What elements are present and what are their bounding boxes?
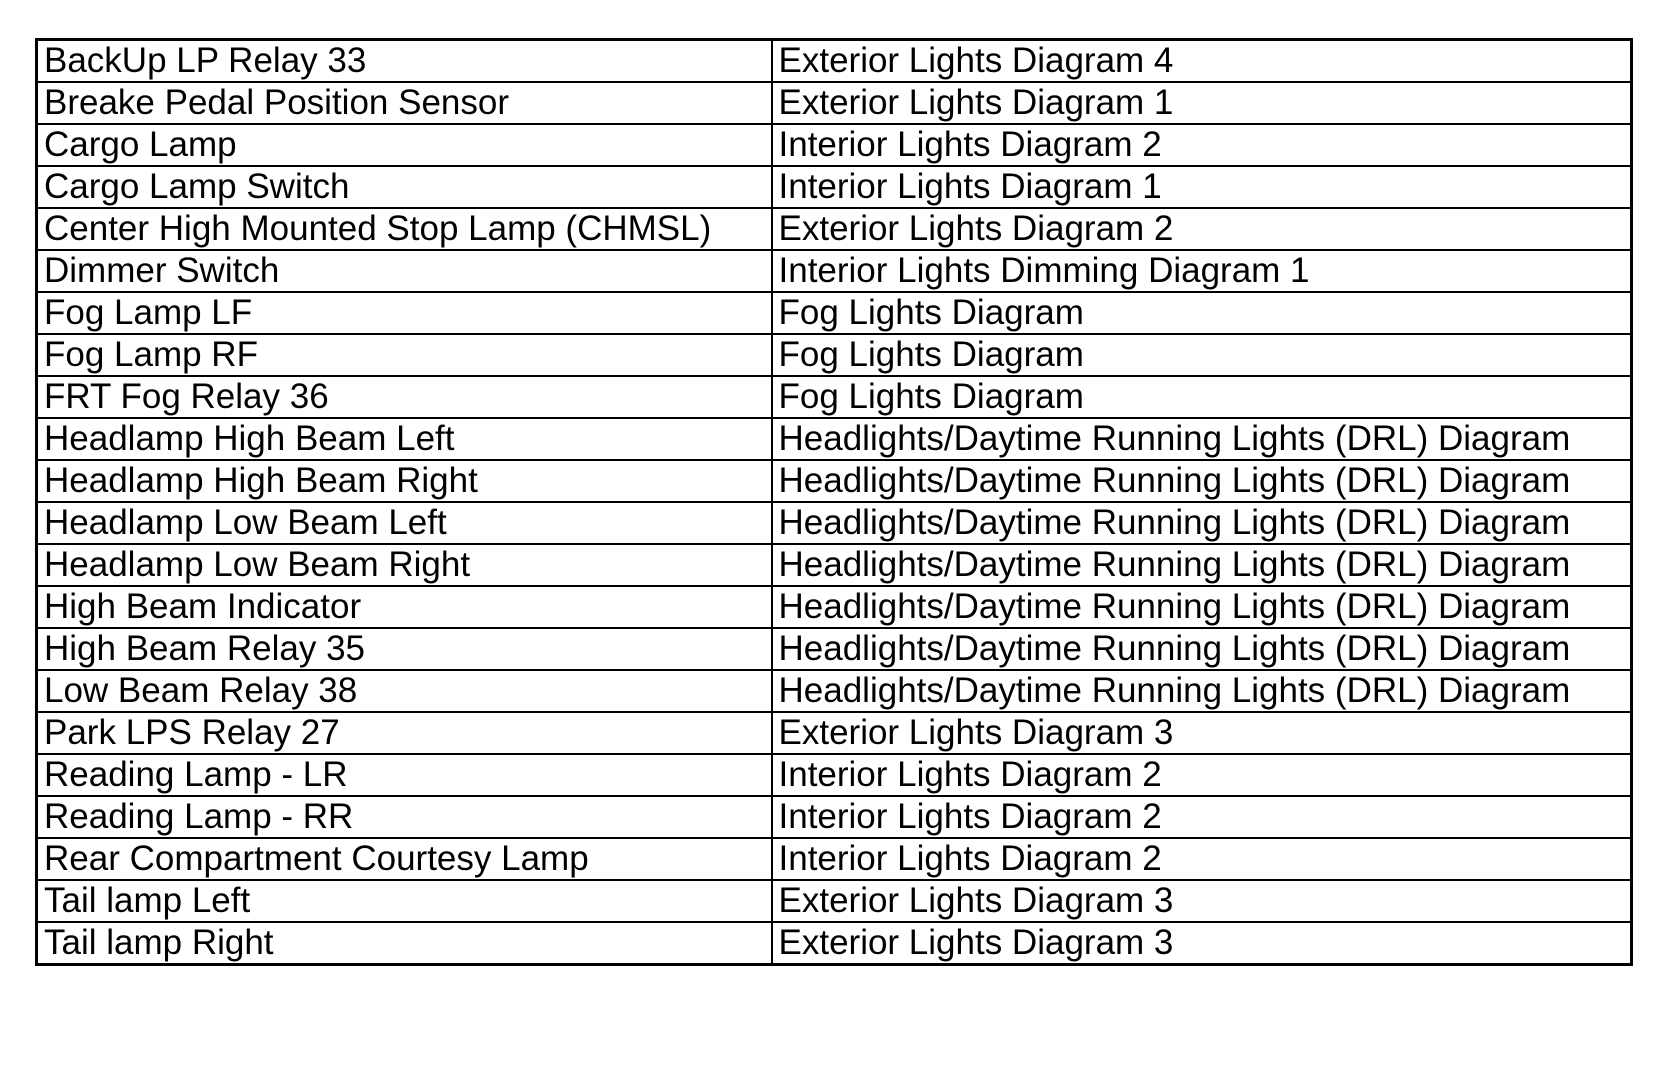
table-row xyxy=(37,418,1632,460)
component-cell: Fog Lamp LF xyxy=(37,292,772,334)
table-row xyxy=(37,922,1632,965)
diagram-cell: Headlights/Daytime Running Lights (DRL) Diagram xyxy=(772,628,1632,670)
component-cell: Headlamp High Beam Left xyxy=(37,418,772,460)
table-row xyxy=(37,712,1632,754)
table-row xyxy=(37,544,1632,586)
component-cell: High Beam Indicator xyxy=(37,586,772,628)
diagram-cell: Exterior Lights Diagram 3 xyxy=(772,880,1632,922)
table-row xyxy=(37,628,1632,670)
table-row xyxy=(37,250,1632,292)
component-cell: Cargo Lamp Switch xyxy=(37,166,772,208)
diagram-cell: Headlights/Daytime Running Lights (DRL) Diagram xyxy=(772,586,1632,628)
component-locator-table xyxy=(35,38,1633,966)
table-row xyxy=(37,40,1632,83)
table-row xyxy=(37,838,1632,880)
table-row xyxy=(37,880,1632,922)
table-row xyxy=(37,124,1632,166)
diagram-cell: Exterior Lights Diagram 4 xyxy=(772,40,1632,83)
table-row xyxy=(37,670,1632,712)
table-row xyxy=(37,166,1632,208)
component-cell: Center High Mounted Stop Lamp (CHMSL) xyxy=(37,208,772,250)
diagram-cell: Exterior Lights Diagram 2 xyxy=(772,208,1632,250)
component-cell: Park LPS Relay 27 xyxy=(37,712,772,754)
component-cell: Tail lamp Left xyxy=(37,880,772,922)
table-row xyxy=(37,796,1632,838)
diagram-cell: Exterior Lights Diagram 1 xyxy=(772,82,1632,124)
table-row xyxy=(37,82,1632,124)
diagram-cell: Interior Lights Diagram 2 xyxy=(772,754,1632,796)
component-cell: Fog Lamp RF xyxy=(37,334,772,376)
diagram-cell: Fog Lights Diagram xyxy=(772,334,1632,376)
diagram-cell: Exterior Lights Diagram 3 xyxy=(772,712,1632,754)
component-cell: Headlamp Low Beam Left xyxy=(37,502,772,544)
component-cell: Headlamp Low Beam Right xyxy=(37,544,772,586)
diagram-cell: Fog Lights Diagram xyxy=(772,376,1632,418)
component-cell: FRT Fog Relay 36 xyxy=(37,376,772,418)
component-cell: Reading Lamp - RR xyxy=(37,796,772,838)
component-cell: Reading Lamp - LR xyxy=(37,754,772,796)
diagram-cell: Interior Lights Diagram 2 xyxy=(772,838,1632,880)
component-cell: Low Beam Relay 38 xyxy=(37,670,772,712)
table-row xyxy=(37,376,1632,418)
component-cell: Breake Pedal Position Sensor xyxy=(37,82,772,124)
component-diagram-index xyxy=(35,38,1630,966)
table-row xyxy=(37,502,1632,544)
table-row xyxy=(37,292,1632,334)
component-cell: BackUp LP Relay 33 xyxy=(37,40,772,83)
diagram-cell: Exterior Lights Diagram 3 xyxy=(772,922,1632,965)
component-cell: Cargo Lamp xyxy=(37,124,772,166)
diagram-cell: Headlights/Daytime Running Lights (DRL) Diagram xyxy=(772,502,1632,544)
diagram-cell: Headlights/Daytime Running Lights (DRL) Diagram xyxy=(772,670,1632,712)
diagram-cell: Headlights/Daytime Running Lights (DRL) Diagram xyxy=(772,544,1632,586)
diagram-cell: Interior Lights Diagram 1 xyxy=(772,166,1632,208)
diagram-cell: Interior Lights Dimming Diagram 1 xyxy=(772,250,1632,292)
diagram-cell: Interior Lights Diagram 2 xyxy=(772,796,1632,838)
table-row xyxy=(37,208,1632,250)
diagram-cell: Headlights/Daytime Running Lights (DRL) Diagram xyxy=(772,460,1632,502)
diagram-cell: Headlights/Daytime Running Lights (DRL) Diagram xyxy=(772,418,1632,460)
component-cell: High Beam Relay 35 xyxy=(37,628,772,670)
component-cell: Rear Compartment Courtesy Lamp xyxy=(37,838,772,880)
component-cell: Headlamp High Beam Right xyxy=(37,460,772,502)
table-row xyxy=(37,586,1632,628)
table-row xyxy=(37,334,1632,376)
table-row xyxy=(37,460,1632,502)
table-row xyxy=(37,754,1632,796)
diagram-cell: Interior Lights Diagram 2 xyxy=(772,124,1632,166)
component-cell: Dimmer Switch xyxy=(37,250,772,292)
component-cell: Tail lamp Right xyxy=(37,922,772,965)
diagram-cell: Fog Lights Diagram xyxy=(772,292,1632,334)
